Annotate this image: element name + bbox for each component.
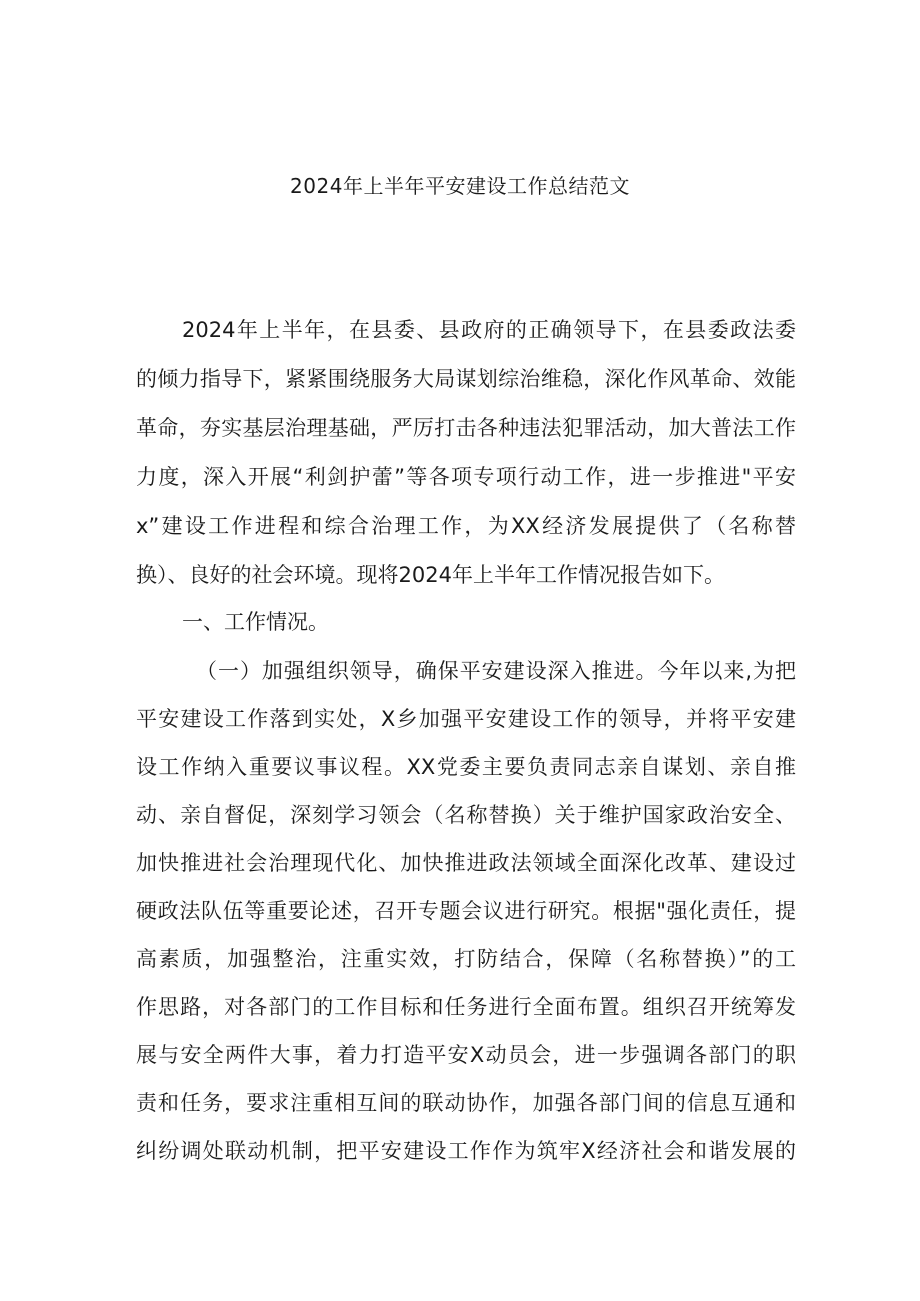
paragraph-line: 高素质，加强整治，注重实效，打防结合，保障（名称替换）”的工 xyxy=(136,947,796,971)
paragraph-line: 纠纷调处联动机制，把平安建设工作作为筑牢X经济社会和谐发展的 xyxy=(136,1139,796,1163)
paragraph-line: 2024年上半年，在县委、县政府的正确领导下，在县委政法委 xyxy=(182,318,796,342)
paragraph-line: 革命，夯实基层治理基础，严厉打击各种违法犯罪活动，加大普法工作 xyxy=(136,416,796,440)
paragraph-line: 责和任务，要求注重相互间的联动协作，加强各部门间的信息互通和 xyxy=(136,1091,796,1115)
paragraph-line: x”建设工作进程和综合治理工作，为XX经济发展提供了（名称替 xyxy=(136,514,796,538)
paragraph-line: 换）、良好的社会环境。现将2024年上半年工作情况报告如下。 xyxy=(136,563,725,587)
paragraph-line: （一）加强组织领导，确保平安建设深入推进。今年以来,为把 xyxy=(196,659,796,683)
paragraph-line: 平安建设工作落到实处，X乡加强平安建设工作的领导，并将平安建 xyxy=(136,707,796,731)
paragraph-line: 动、亲自督促，深刻学习领会（名称替换）关于维护国家政治安全、 xyxy=(136,803,796,827)
paragraph-line: 加快推进社会治理现代化、加快推进政法领域全面深化改革、建设过 xyxy=(136,851,796,875)
paragraph-line: 设工作纳入重要议事议程。XX党委主要负责同志亲自谋划、亲自推 xyxy=(136,755,796,779)
paragraph-line: 硬政法队伍等重要论述，召开专题会议进行研究。根据"强化责任，提 xyxy=(136,899,796,923)
section-heading: 一、工作情况。 xyxy=(182,610,329,634)
paragraph-line: 力度，深入开展“利剑护蕾”等各项专项行动工作，进一步推进"平安 xyxy=(136,465,796,489)
paragraph-line: 的倾力指导下，紧紧围绕服务大局谋划综治维稳，深化作风革命、效能 xyxy=(136,367,796,391)
document-title: 2024年上半年平安建设工作总结范文 xyxy=(290,174,630,198)
paragraph-line: 作思路，对各部门的工作目标和任务进行全面布置。组织召开统筹发 xyxy=(136,995,796,1019)
paragraph-line: 展与安全两件大事，着力打造平安X动员会，进一步强调各部门的职 xyxy=(136,1043,796,1067)
